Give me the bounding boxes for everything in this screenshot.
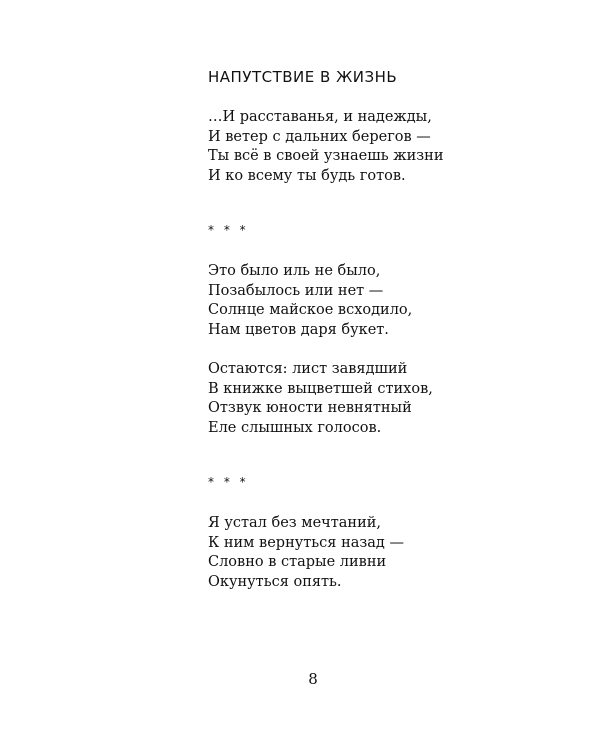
section-separator: * * * (208, 223, 249, 237)
poem-line: …И расставанья, и надежды, (208, 109, 432, 125)
poem-line: Позабылось или нет — (208, 282, 384, 299)
poem-title: НАПУТСТВИЕ В ЖИЗНЬ (208, 68, 398, 86)
poem-line: К ним вернуться назад — (208, 534, 404, 551)
poem-line: Отзвук юности невнятный (208, 400, 412, 416)
poem-line: И ветер с дальних берегов — (208, 128, 431, 145)
poem-line: Словно в старые ливни (208, 554, 387, 570)
section-separator: * * * (208, 475, 249, 489)
poem-line: Окунуться опять. (208, 573, 342, 590)
poem-line: Нам цветов даря букет. (208, 321, 389, 338)
poem-line: В книжке выцветшей стихов, (208, 380, 433, 397)
poem-line: И ко всему ты будь готов. (208, 167, 406, 184)
poem-line: Я устал без мечтаний, (208, 515, 382, 531)
poem-line: Солнце майское всходило, (208, 302, 413, 318)
stanza-4 (208, 514, 548, 592)
page-number: 8 (308, 670, 318, 688)
stanza-1 (208, 108, 548, 186)
stanza-2 (208, 262, 548, 340)
stanza-3 (208, 360, 548, 438)
poem-line: Ты всё в своей узнаешь жизни (208, 148, 444, 164)
poem-line: Это было иль не было, (208, 263, 381, 279)
poem-line: Еле слышных голосов. (208, 419, 382, 436)
poem-line: Остаются: лист завядший (208, 361, 408, 377)
poem-block (208, 66, 548, 592)
